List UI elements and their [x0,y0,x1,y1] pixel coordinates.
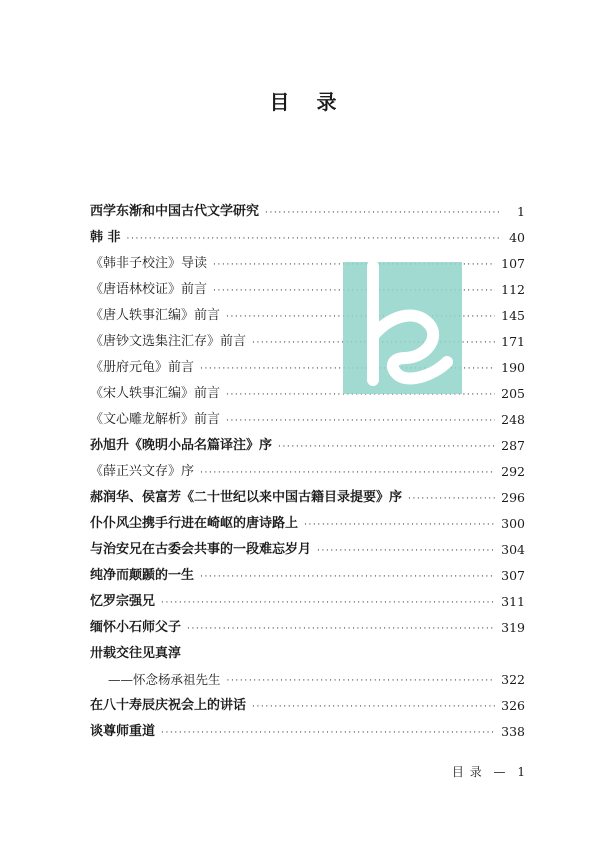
toc-entry-page-number: 190 [501,360,525,375]
toc-entry[interactable] [90,584,525,610]
toc-entry-leader [317,544,495,558]
toc-entry-title: 郝润华、侯富芳《二十世纪以来中国古籍目录提要》序 [90,490,403,505]
toc-entry-page-number: 311 [501,594,525,609]
footer-page-number: 1 [517,765,526,779]
toc-entry-leader [265,206,499,220]
toc-entry-page-number: 171 [501,334,525,349]
toc-entry-title: 《薛正兴文存》序 [90,464,195,479]
toc-entry-leader [278,440,495,454]
toc-entry[interactable] [90,220,525,246]
toc-entry-page-number: 287 [501,438,525,453]
toc-entry[interactable] [90,558,525,584]
toc-entry[interactable] [90,402,525,428]
toc-entry-title: 西学东渐和中国古代文学研究 [90,204,260,219]
toc-entry-title: 在八十寿辰庆祝会上的讲话 [90,698,247,713]
footer-section-label: 目 录 [451,765,483,779]
toc-entry[interactable] [90,714,525,740]
toc-entry-title: 《册府元龟》前言 [90,360,195,375]
toc-entry-title: 韩 非 [90,230,121,245]
toc-entry-page-number: 300 [501,516,525,531]
toc-entry[interactable] [90,532,525,558]
toc-entry-title: 仆仆风尘携手行进在崎岖的唐诗路上 [90,516,299,531]
toc-entry-page-number: 112 [501,282,525,297]
toc-entry[interactable] [90,636,525,662]
toc-entry-title: 谈尊师重道 [90,724,156,739]
page-footer [446,763,526,780]
page-title: 目 录 [269,90,347,114]
toc-entry-page-number: 205 [501,386,525,401]
toc-entry-title: 《唐人轶事汇编》前言 [90,308,221,323]
toc-entry-page-number: 338 [501,724,525,739]
toc-entry[interactable] [90,480,525,506]
toc-entry-title: 《文心雕龙解析》前言 [90,412,221,427]
toc-entry-leader [161,596,495,610]
toc-entry-page-number: 145 [501,308,525,323]
toc-entry-title: 《韩非子校注》导读 [90,256,208,271]
toc-entry[interactable] [90,610,525,636]
toc-entry[interactable] [90,194,525,220]
toc-entry-leader [226,414,495,428]
toc-entry-title: 缅怀小石师父子 [90,620,182,635]
footer-dash: — [493,765,507,779]
toc-entry[interactable] [90,428,525,454]
toc-entry-title: 忆罗宗强兄 [90,594,156,609]
toc-entry-page-number: 248 [501,412,525,427]
toc-entry-page-number: 40 [509,230,525,245]
toc-entry-title: 《宋人轶事汇编》前言 [90,386,221,401]
toc-entry-title: 纯净而颠踬的一生 [90,568,195,583]
toc-entry-page-number: 304 [501,542,525,557]
toc-entry-page-number: 319 [501,620,525,635]
toc-entry-leader [252,700,495,714]
toc-entry-title: 孙旭升《晚明小品名篇译注》序 [90,438,273,453]
toc-entry-page-number: 292 [501,464,525,479]
toc-entry-leader [161,726,495,740]
toc-entry-title: ——怀念杨承祖先生 [108,672,221,687]
toc-entry-page-number: 326 [501,698,525,713]
toc-entry[interactable] [90,662,525,688]
toc-entry-page-number: 322 [501,672,525,687]
toc-entry-page-number: 1 [517,204,525,219]
publisher-logo-watermark-icon [343,262,462,394]
toc-entry-page-number: 307 [501,568,525,583]
toc-entry-title: 卅载交往见真淳 [90,646,182,661]
toc-entry-title: 《唐语林校证》前言 [90,282,208,297]
toc-entry-leader [304,518,495,532]
toc-entry-leader [408,492,495,506]
toc-entry[interactable] [90,506,525,532]
toc-entry-page-number: 296 [501,490,525,505]
toc-entry-page-number: 107 [501,256,525,271]
toc-entry-leader [200,570,495,584]
toc-entry-leader [127,232,499,246]
toc-entry-leader [187,622,495,636]
toc-entry-title: 与治安兄在古委会共事的一段难忘岁月 [90,542,312,557]
toc-entry[interactable] [90,454,525,480]
toc-entry-leader [227,674,496,688]
toc-entry-leader [200,466,495,480]
toc-entry-title: 《唐钞文选集注汇存》前言 [90,334,247,349]
toc-entry[interactable] [90,688,525,714]
